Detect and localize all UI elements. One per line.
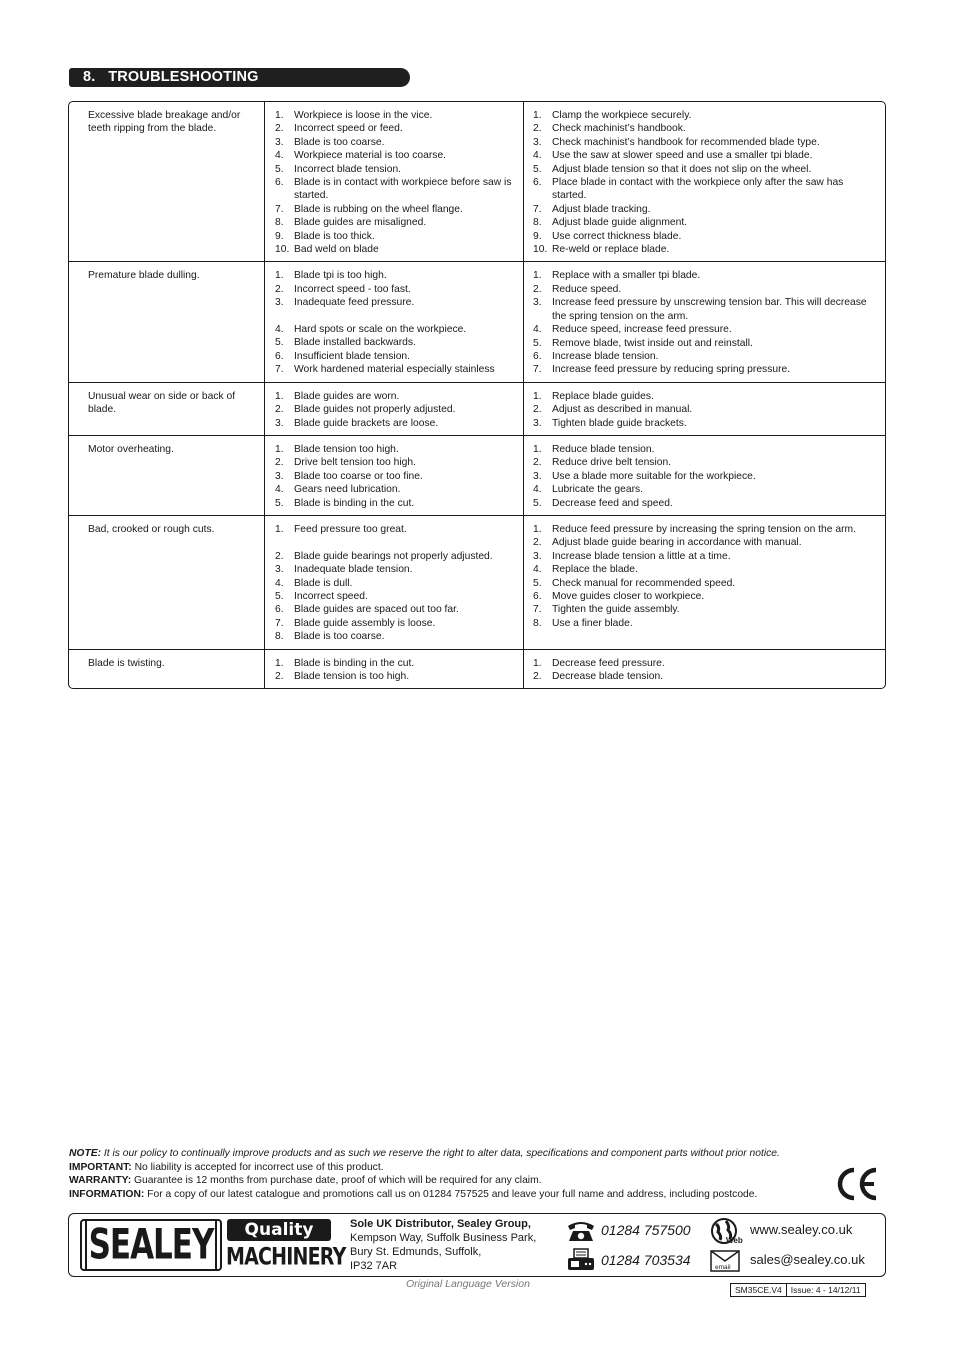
- issue-date: Issue: 4 - 14/12/11: [786, 1284, 865, 1296]
- machinery-logo: MACHINERY: [226, 1243, 346, 1271]
- item-number: 7.: [275, 364, 284, 376]
- item-number: 4.: [533, 324, 542, 336]
- item-number: 4.: [533, 150, 542, 162]
- cause-item: [275, 523, 519, 536]
- table-row: [69, 382, 885, 435]
- problem-cell: Blade is twisting.: [69, 650, 265, 689]
- remedy-cell: [524, 516, 885, 649]
- item-number: 1.: [533, 657, 542, 669]
- item-text: Blade too coarse or too fine.: [294, 470, 423, 482]
- ce-mark-icon: [836, 1166, 880, 1202]
- item-number: 6.: [533, 591, 542, 602]
- problem-cell: Motor overheating.: [69, 436, 265, 515]
- remedy-item: [533, 122, 879, 135]
- remedy-item: [533, 337, 879, 350]
- remedy-item: [533, 670, 879, 683]
- remedy-item: [533, 657, 879, 670]
- distributor-name: Sole UK Distributor, Sealey Group,: [350, 1218, 531, 1230]
- cause-cell: [265, 262, 524, 381]
- cause-item: [275, 550, 519, 563]
- item-text: Lubricate the gears.: [552, 484, 644, 496]
- item-text: Incorrect speed.: [294, 590, 368, 602]
- cause-item: [275, 122, 519, 135]
- item-number: 8.: [533, 217, 542, 229]
- cause-item: [275, 590, 519, 603]
- item-text: Incorrect speed or feed.: [294, 123, 403, 135]
- item-number: 5.: [533, 163, 542, 175]
- item-number: 6.: [275, 177, 284, 189]
- remedy-item: [533, 617, 879, 630]
- item-number: 1.: [275, 443, 284, 455]
- item-number: 1.: [275, 390, 284, 402]
- item-text: Insufficient blade tension.: [294, 350, 411, 362]
- cause-item: [275, 176, 519, 203]
- item-number: 2.: [275, 671, 284, 683]
- remedy-item: [533, 456, 879, 469]
- item-text: Inadequate feed pressure.: [294, 297, 415, 309]
- cause-cell: [265, 383, 524, 435]
- item-text: Blade is binding in the cut.: [294, 497, 415, 509]
- remedy-item: [533, 109, 879, 122]
- cause-cell: [265, 516, 524, 649]
- section-title: TROUBLESHOOTING: [108, 69, 259, 85]
- remedy-cell: [524, 262, 885, 381]
- important-line: IMPORTANT: No liability is accepted for incorrect use of this product.: [69, 1161, 384, 1173]
- item-text: Adjust blade guide bearing in accordance with manual.: [552, 537, 802, 549]
- item-number: 2.: [533, 283, 542, 295]
- item-text: Increase blade tension.: [552, 350, 659, 362]
- item-number: 3.: [533, 297, 542, 309]
- item-text: Blade is too thick.: [294, 230, 375, 242]
- phone-number: 01284 757500: [601, 1222, 691, 1238]
- cause-item: [275, 630, 519, 643]
- item-text: Adjust blade guide alignment.: [552, 217, 688, 229]
- item-text: Blade tension is too high.: [294, 671, 410, 683]
- item-number: 7.: [533, 364, 542, 376]
- issue-box: [730, 1283, 866, 1297]
- item-number: 4.: [533, 564, 542, 576]
- remedy-item: [533, 283, 879, 296]
- address-line: IP32 7AR: [350, 1260, 398, 1272]
- cause-item: [275, 497, 519, 510]
- item-text: Use the saw at slower speed and use a smaller tpi blade.: [552, 150, 813, 162]
- cause-item: [275, 456, 519, 469]
- item-text: Blade is rubbing on the wheel flange.: [294, 203, 463, 215]
- website-link[interactable]: www.sealey.co.uk: [750, 1222, 853, 1237]
- remedy-item: [533, 470, 879, 483]
- item-text: Blade guide brackets are loose.: [294, 417, 439, 429]
- item-text: Blade is in contact with workpiece before saw is started.: [294, 177, 512, 202]
- cause-item: [275, 483, 519, 496]
- item-text: Inadequate blade tension.: [294, 564, 413, 576]
- table-row: [69, 435, 885, 515]
- item-number: 10.: [275, 244, 290, 256]
- cause-item: [275, 109, 519, 122]
- cause-item: [275, 336, 519, 349]
- cause-item: [275, 603, 519, 616]
- remedy-item: [533, 203, 879, 216]
- problem-cell: Excessive blade breakage and/or teeth ripping from the blade.: [69, 102, 265, 261]
- item-text: Decrease feed and speed.: [552, 497, 673, 509]
- item-text: Clamp the workpiece securely.: [552, 110, 692, 121]
- item-number: 2.: [533, 671, 542, 683]
- item-text: Adjust blade tension so that it does not slip on the wheel.: [552, 163, 812, 175]
- item-number: 3.: [533, 470, 542, 482]
- footer-notes: [69, 1147, 869, 1201]
- cause-item: [275, 243, 519, 256]
- item-number: 8.: [275, 631, 284, 643]
- remedy-item: [533, 577, 879, 590]
- item-text: Check manual for recommended speed.: [552, 577, 736, 589]
- item-number: 6.: [275, 604, 284, 616]
- item-number: 7.: [533, 604, 542, 616]
- cause-item: [275, 563, 519, 576]
- item-text: Decrease blade tension.: [552, 671, 664, 683]
- cause-item: [275, 657, 519, 670]
- remedy-item: [533, 390, 879, 403]
- item-number: 6.: [275, 350, 284, 362]
- cause-item: [275, 417, 519, 430]
- item-number: 3.: [275, 136, 284, 148]
- cause-item: [275, 163, 519, 176]
- item-number: 9.: [275, 230, 284, 242]
- item-number: 2.: [275, 123, 284, 135]
- item-number: 2.: [275, 404, 284, 416]
- remedy-item: [533, 497, 879, 510]
- item-number: 2.: [533, 123, 542, 135]
- remedy-item: [533, 536, 879, 549]
- remedy-cell: [524, 102, 885, 261]
- cause-cell: [265, 102, 524, 261]
- item-number: 5.: [275, 590, 284, 602]
- item-number: 7.: [533, 203, 542, 215]
- cause-item: [275, 670, 519, 683]
- remedy-item: [533, 296, 879, 323]
- item-number: 3.: [275, 564, 284, 576]
- item-number: 1.: [275, 523, 284, 535]
- item-text: Place blade in contact with the workpiece only after the saw has started.: [552, 177, 844, 202]
- email-envelope-icon: [710, 1250, 740, 1272]
- item-text: Bad weld on blade: [294, 244, 379, 256]
- item-text: Blade guides are misaligned.: [294, 217, 427, 229]
- item-text: Blade installed backwards.: [294, 337, 416, 349]
- item-number: 4.: [275, 150, 284, 162]
- cause-item: [275, 203, 519, 216]
- item-text: Drive belt tension too high.: [294, 457, 416, 469]
- table-row: [69, 261, 885, 381]
- cause-item: [275, 136, 519, 149]
- address-line: Bury St. Edmunds, Suffolk,: [350, 1246, 482, 1258]
- item-number: 6.: [533, 350, 542, 362]
- item-text: Feed pressure too great.: [294, 523, 407, 535]
- item-number: 1.: [533, 110, 542, 121]
- item-text: Use a finer blade.: [552, 617, 633, 629]
- problem-cell: Premature blade dulling.: [69, 262, 265, 381]
- cause-item: [275, 403, 519, 416]
- globe-icon: [710, 1218, 748, 1246]
- cause-cell: [265, 650, 524, 689]
- remedy-item: [533, 523, 879, 536]
- item-text: Blade guide assembly is loose.: [294, 617, 436, 629]
- table-row: [69, 515, 885, 649]
- item-number: 2.: [533, 537, 542, 549]
- item-text: Blade guides are spaced out too far.: [294, 604, 459, 616]
- warranty-line: WARRANTY: Guarantee is 12 months from purchase date, proof of which will be required for any claim.: [69, 1175, 542, 1187]
- remedy-item: [533, 403, 879, 416]
- item-text: Check machinist’s handbook.: [552, 123, 686, 135]
- item-number: 9.: [533, 230, 542, 242]
- item-number: 5.: [275, 337, 284, 349]
- table-row: [69, 649, 885, 689]
- item-text: Incorrect blade tension.: [294, 163, 402, 175]
- item-number: 5.: [275, 163, 284, 175]
- sealey-logo-text: SEALEY: [85, 1219, 217, 1271]
- item-number: 2.: [275, 457, 284, 469]
- item-number: 1.: [533, 443, 542, 455]
- item-number: 4.: [275, 577, 284, 589]
- item-text: Blade tpi is too high.: [294, 270, 387, 282]
- cause-cell: [265, 436, 524, 515]
- remedy-item: [533, 176, 879, 203]
- section-number: 8.: [83, 69, 96, 85]
- address-line: Kempson Way, Suffolk Business Park,: [350, 1232, 537, 1244]
- item-number: 5.: [533, 497, 542, 509]
- item-text: Gears need lubrication.: [294, 484, 401, 496]
- globe-web-icon: [710, 1218, 748, 1246]
- item-number: 4.: [275, 484, 284, 496]
- remedy-item: [533, 230, 879, 243]
- information-line: INFORMATION: For a copy of our latest catalogue and promotions call us on 01284 757525 and leave your full name and address, including postcode.: [69, 1188, 758, 1200]
- remedy-item: [533, 563, 879, 576]
- item-number: 3.: [533, 417, 542, 429]
- item-number: 5.: [275, 497, 284, 509]
- telephone-icon: [566, 1219, 596, 1243]
- item-text: Work hardened material especially stainless: [294, 364, 495, 376]
- item-text: Use a blade more suitable for the workpiece.: [552, 470, 756, 482]
- item-text: Decrease feed pressure.: [552, 657, 665, 669]
- remedy-item: [533, 417, 879, 430]
- cause-item: [275, 269, 519, 282]
- cause-item: [275, 443, 519, 456]
- cause-item: [275, 470, 519, 483]
- item-text: Reduce speed.: [552, 283, 622, 295]
- web-icon-label: Web: [726, 1236, 743, 1245]
- item-text: Remove blade, twist inside out and reinstall.: [552, 337, 753, 349]
- item-text: Use correct thickness blade.: [552, 230, 682, 242]
- item-text: Tighten the guide assembly.: [552, 604, 680, 616]
- item-text: Reduce speed, increase feed pressure.: [552, 324, 732, 336]
- remedy-item: [533, 163, 879, 176]
- item-number: 1.: [533, 523, 542, 535]
- problem-cell: Bad, crooked or rough cuts.: [69, 516, 265, 649]
- table-row: [69, 102, 885, 261]
- item-text: Workpiece is loose in the vice.: [294, 110, 433, 121]
- remedy-item: [533, 550, 879, 563]
- item-number: 3.: [533, 550, 542, 562]
- remedy-item: [533, 603, 879, 616]
- distributor-address: [350, 1217, 560, 1273]
- item-number: 6.: [533, 177, 542, 189]
- item-text: Blade is too coarse.: [294, 136, 385, 148]
- item-text: Tighten blade guide brackets.: [552, 417, 687, 429]
- item-text: Blade guide bearings not properly adjusted.: [294, 550, 493, 562]
- cause-item: [275, 323, 519, 336]
- item-number: 10.: [533, 244, 548, 256]
- cause-item: [275, 216, 519, 229]
- remedy-item: [533, 136, 879, 149]
- item-text: Incorrect speed - too fast.: [294, 283, 411, 295]
- fax-icon: [566, 1248, 596, 1272]
- item-number: 1.: [275, 270, 284, 282]
- original-language-note: Original Language Version: [406, 1278, 530, 1290]
- item-text: Move guides closer to workpiece.: [552, 591, 705, 602]
- item-number: 3.: [275, 417, 284, 429]
- email-link[interactable]: sales@sealey.co.uk: [750, 1252, 865, 1267]
- item-text: Increase blade tension a little at a time.: [552, 550, 731, 562]
- item-number: 4.: [275, 324, 284, 336]
- remedy-item: [533, 483, 879, 496]
- email-icon-label: email: [715, 1264, 731, 1271]
- problem-cell: Unusual wear on side or back of blade.: [69, 383, 265, 435]
- item-number: 1.: [533, 390, 542, 402]
- remedy-item: [533, 323, 879, 336]
- item-text: Blade is binding in the cut.: [294, 657, 415, 669]
- remedy-item: [533, 243, 879, 256]
- item-number: 5.: [533, 577, 542, 589]
- item-number: 5.: [533, 337, 542, 349]
- remedy-cell: [524, 436, 885, 515]
- item-text: Adjust blade tracking.: [552, 203, 651, 215]
- item-text: Increase feed pressure by unscrewing tension bar. This will decrease the spring tension on the arm.: [552, 297, 867, 322]
- fax-number: 01284 703534: [601, 1252, 691, 1268]
- cause-item: [275, 296, 519, 309]
- note-line: NOTE: It is our policy to continually improve products and as such we reserve the right to alter data, specifications and component parts without prior notice.: [69, 1148, 780, 1159]
- envelope-icon: [710, 1250, 740, 1272]
- item-number: 8.: [533, 617, 542, 629]
- cause-item: [275, 617, 519, 630]
- item-number: 7.: [275, 203, 284, 215]
- item-text: Increase feed pressure by reducing spring pressure.: [552, 364, 791, 376]
- item-number: 1.: [275, 110, 284, 121]
- remedy-item: [533, 590, 879, 603]
- item-text: Adjust as described in manual.: [552, 404, 693, 416]
- item-number: 3.: [533, 136, 542, 148]
- item-text: Re-weld or replace blade.: [552, 244, 670, 256]
- sealey-logo: [80, 1219, 222, 1271]
- remedy-item: [533, 216, 879, 229]
- cause-item: [275, 390, 519, 403]
- remedy-item: [533, 350, 879, 363]
- item-number: 2.: [533, 457, 542, 469]
- item-number: 1.: [533, 270, 542, 282]
- remedy-item: [533, 363, 879, 376]
- remedy-item: [533, 269, 879, 282]
- cause-item: [275, 149, 519, 162]
- item-text: Check machinist’s handbook for recommended blade type.: [552, 136, 820, 148]
- item-number: 3.: [275, 297, 284, 309]
- cause-item: [275, 363, 519, 376]
- troubleshooting-table: [68, 101, 886, 689]
- cause-item: [275, 350, 519, 363]
- item-number: 2.: [275, 550, 284, 562]
- item-number: 1.: [275, 657, 284, 669]
- remedy-cell: [524, 383, 885, 435]
- item-number: 3.: [275, 470, 284, 482]
- item-text: Blade is dull.: [294, 577, 353, 589]
- quality-logo: Quality: [227, 1219, 331, 1241]
- item-number: 4.: [533, 484, 542, 496]
- cause-item: [275, 283, 519, 296]
- item-number: 7.: [275, 617, 284, 629]
- item-number: 8.: [275, 217, 284, 229]
- item-text: Blade guides not properly adjusted.: [294, 404, 456, 416]
- cause-item: [275, 230, 519, 243]
- item-text: Blade tension too high.: [294, 443, 399, 455]
- remedy-item: [533, 443, 879, 456]
- item-number: 2.: [533, 404, 542, 416]
- item-text: Reduce feed pressure by increasing the spring tension on the arm.: [552, 523, 856, 535]
- item-text: Blade is too coarse.: [294, 631, 385, 643]
- remedy-item: [533, 149, 879, 162]
- model-code: SM35CE.V4: [735, 1285, 782, 1295]
- section-heading: [69, 68, 410, 87]
- item-text: Replace blade guides.: [552, 390, 654, 402]
- item-text: Replace the blade.: [552, 564, 638, 576]
- cause-item: [275, 577, 519, 590]
- item-text: Reduce drive belt tension.: [552, 457, 672, 469]
- item-text: Replace with a smaller tpi blade.: [552, 270, 701, 282]
- item-text: Hard spots or scale on the workpiece.: [294, 324, 467, 336]
- item-text: Blade guides are worn.: [294, 390, 400, 402]
- remedy-cell: [524, 650, 885, 689]
- item-number: 2.: [275, 283, 284, 295]
- item-text: Workpiece material is too coarse.: [294, 150, 447, 162]
- item-text: Reduce blade tension.: [552, 443, 655, 455]
